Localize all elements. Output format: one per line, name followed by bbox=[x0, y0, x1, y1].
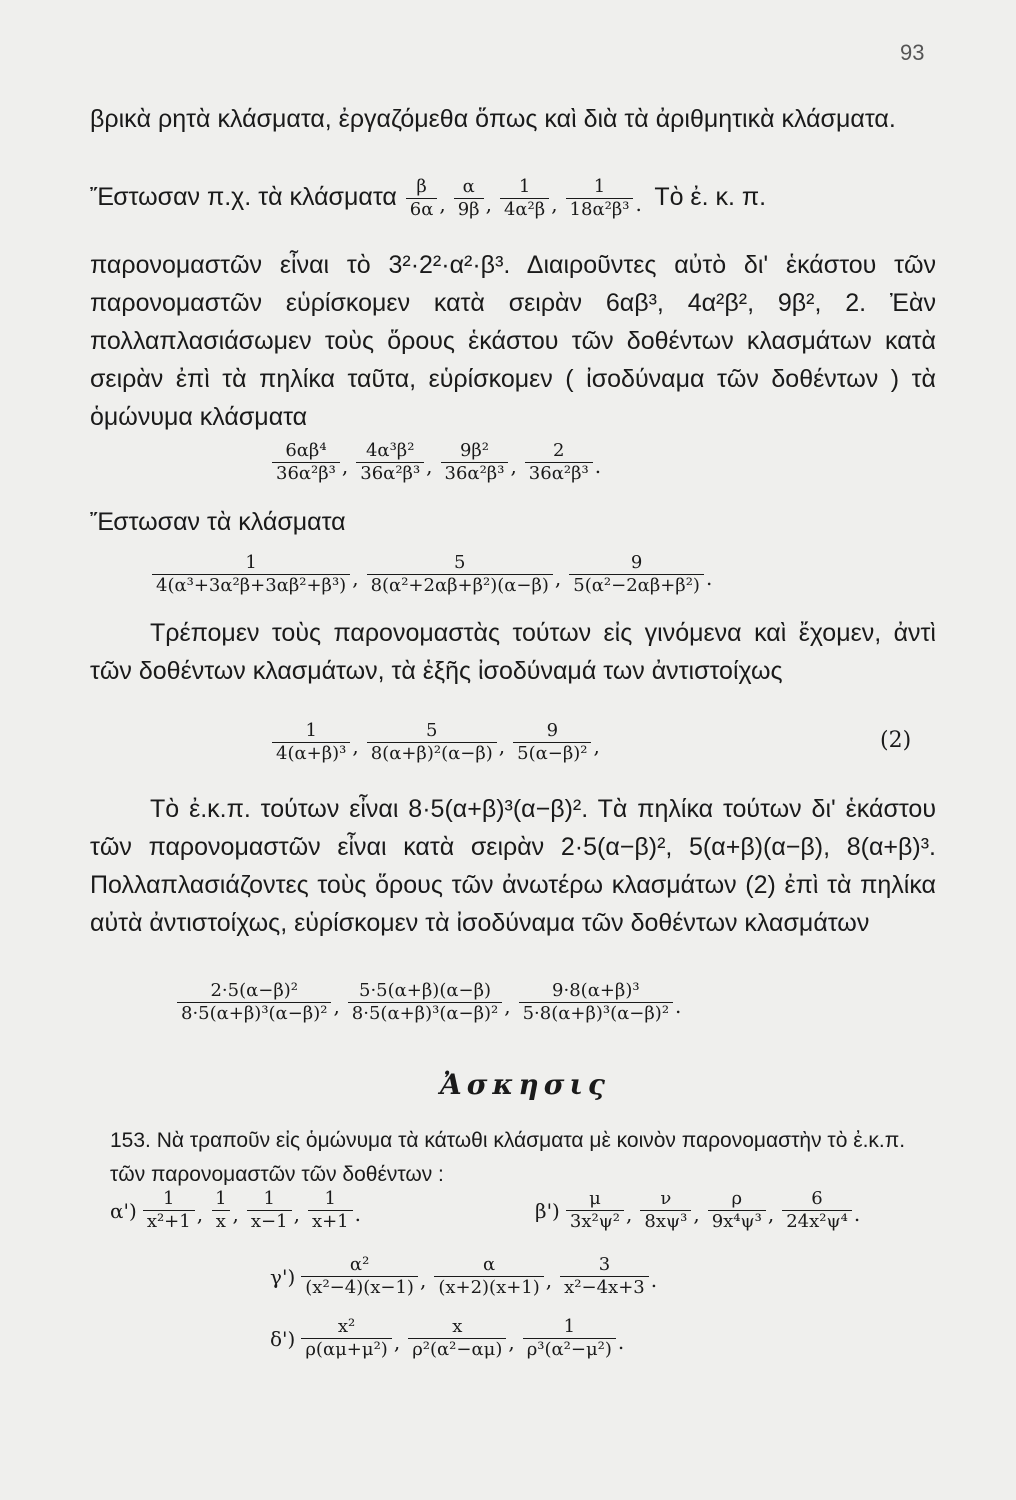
example2-fraction bbox=[367, 552, 553, 597]
fraction-numerator: 1 bbox=[518, 176, 531, 197]
separator: . bbox=[635, 192, 642, 217]
fraction-numerator: 1 bbox=[215, 1188, 227, 1209]
fraction-denominator: 4α²β bbox=[500, 198, 549, 221]
exercise-part-c bbox=[270, 1254, 663, 1299]
separator: , bbox=[352, 734, 359, 758]
separator: , bbox=[439, 192, 446, 217]
separator: . bbox=[617, 1330, 625, 1354]
separator: . bbox=[705, 566, 713, 590]
fraction-denominator: x−1 bbox=[247, 1210, 292, 1233]
fraction-numerator: 1 bbox=[563, 1316, 576, 1337]
example1-line bbox=[90, 176, 766, 221]
fraction-denominator: 4(α+β)³ bbox=[272, 742, 350, 765]
fraction-denominator: 8·5(α+β)³(α−β)² bbox=[348, 1002, 502, 1025]
separator: . bbox=[354, 1202, 361, 1226]
fraction-numerator: α bbox=[482, 1254, 496, 1275]
example1-result-fractions bbox=[270, 440, 607, 485]
example2-intro: Ἔστωσαν τὰ κλάσματα bbox=[90, 508, 346, 536]
fraction-numerator: α bbox=[462, 176, 475, 197]
example2-factored-fractions bbox=[270, 720, 606, 765]
fraction-denominator: 18α²β³ bbox=[566, 198, 634, 221]
fraction-denominator: x²+1 bbox=[143, 1210, 195, 1233]
exercise-part-d bbox=[270, 1316, 630, 1361]
example2-fraction bbox=[569, 552, 704, 597]
example1-after: Τὸ ἐ. κ. π. bbox=[654, 183, 767, 212]
paragraph-lcm-explanation: παρονομαστῶν εἶναι τὸ 3²·2²·α²·β³. Διαιροῦντες αὐτὸ δι' ἑκάστου τῶν παρονομαστῶν εὑρίσκομεν κατὰ σειρὰν 6αβ³, 4α²β², 9β², 2. Ἐὰν πολλαπλασιάσωμεν τοὺς ὅρους ἑκάστου τῶν δοθέντων κλασμάτων κατὰ σειρὰν ἐπὶ τὰ πηλίκα ταῦτα, εὑρίσκομεν ( ἰσοδύναμα τῶν δοθέντων ) τὰ ὁμώνυμα κλάσματα bbox=[90, 251, 936, 431]
fraction-denominator: 5(α−β)² bbox=[513, 742, 591, 765]
separator: , bbox=[498, 734, 506, 758]
part-d-fraction bbox=[523, 1316, 616, 1361]
fraction-numerator: 4α³β² bbox=[365, 440, 415, 461]
separator: , bbox=[485, 192, 492, 217]
separator: , bbox=[593, 734, 600, 758]
page-number: 93 bbox=[900, 40, 925, 65]
fraction-numerator: 9·8(α+β)³ bbox=[552, 980, 640, 1001]
fraction-denominator: 24x²ψ⁴ bbox=[782, 1210, 852, 1233]
separator: . bbox=[675, 994, 682, 1018]
fraction-denominator: ρ²(α²−αμ) bbox=[408, 1338, 506, 1361]
fraction-numerator: 1 bbox=[163, 1188, 175, 1209]
example2-result-fractions bbox=[175, 980, 687, 1025]
fraction-denominator: x bbox=[212, 1210, 230, 1233]
example2-result-fraction bbox=[519, 980, 673, 1025]
fraction-numerator: 9β² bbox=[459, 440, 490, 461]
example2-result-fraction bbox=[177, 980, 331, 1025]
part-b-label: β') bbox=[535, 1198, 560, 1223]
fraction-denominator: 5·8(α+β)³(α−β)² bbox=[519, 1002, 673, 1025]
fraction-numerator: 1 bbox=[593, 176, 606, 197]
paragraph-factoring: Τρέπομεν τοὺς παρονομαστὰς τούτων εἰς γινόμενα καὶ ἔχομεν, ἀντὶ τῶν δοθέντων κλασμάτων, τὰ ἑξῆς ἰσοδύναμά των ἀντιστοίχως bbox=[90, 619, 936, 685]
separator: , bbox=[232, 1202, 239, 1226]
separator: , bbox=[551, 192, 558, 217]
fraction-numerator: ν bbox=[660, 1188, 672, 1209]
separator: , bbox=[333, 994, 340, 1018]
part-b-fraction bbox=[640, 1188, 691, 1233]
fraction-denominator: 6α bbox=[406, 198, 438, 221]
example2-fractions bbox=[150, 552, 718, 597]
fraction-denominator: 8(α²+2αβ+β²)(α−β) bbox=[367, 574, 553, 597]
separator: , bbox=[196, 1202, 204, 1226]
separator: , bbox=[626, 1202, 633, 1226]
separator: , bbox=[419, 1268, 427, 1292]
fraction-denominator: 9x⁴ψ³ bbox=[708, 1210, 766, 1233]
part-b-fraction bbox=[782, 1188, 852, 1233]
fraction-numerator: 5·5(α+β)(α−β) bbox=[359, 980, 492, 1001]
separator: , bbox=[545, 1268, 553, 1292]
example2-factored-fraction bbox=[513, 720, 591, 765]
fraction-numerator: 1 bbox=[305, 720, 317, 741]
example2-result-fraction bbox=[348, 980, 502, 1025]
fraction-numerator: α² bbox=[349, 1254, 370, 1275]
fraction-numerator: 6 bbox=[811, 1188, 823, 1209]
fraction-numerator: 1 bbox=[263, 1188, 275, 1209]
separator: , bbox=[767, 1202, 775, 1226]
example1-result-fraction bbox=[441, 440, 509, 485]
part-c-fraction bbox=[560, 1254, 649, 1299]
fraction-denominator: 36α²β³ bbox=[441, 462, 509, 485]
example1-intro: Ἔστωσαν π.χ. τὰ κλάσματα bbox=[90, 183, 397, 212]
part-a-fraction bbox=[211, 1188, 230, 1233]
paragraph-lcm-result: Τὸ ἐ.κ.π. τούτων εἶναι 8·5(α+β)³(α−β)². Τὰ πηλίκα τούτων δι' ἑκάστου τῶν παρονομαστῶν εἶναι κατὰ σειρὰν 2·5(α−β)², 5(α+β)(α−β), 8(α+β)³. Πολλαπλασιάζοντες τοὺς ὅρους τῶν ἀνωτέρω κλασμάτων (2) ἐπὶ τὰ πηλίκα αὐτὰ ἀντιστοίχως, εὑρίσκομεν τὰ ἰσοδύναμα τῶν δοθέντων κλασμάτων bbox=[90, 795, 936, 937]
fraction-numerator: 3 bbox=[598, 1254, 611, 1275]
example1-fractions bbox=[404, 176, 648, 220]
fraction-numerator: β bbox=[416, 176, 427, 197]
separator: , bbox=[293, 1202, 300, 1226]
example2-factored-fraction bbox=[272, 720, 350, 765]
fraction-denominator: 3x²ψ² bbox=[566, 1210, 624, 1233]
fraction-denominator: 36α²β³ bbox=[356, 462, 424, 485]
fraction-numerator: 9 bbox=[546, 720, 559, 741]
separator: , bbox=[554, 566, 562, 590]
fraction-numerator: 2 bbox=[553, 440, 565, 461]
fraction-denominator: 5(α²−2αβ+β²) bbox=[569, 574, 704, 597]
example2-fraction bbox=[152, 552, 350, 597]
separator: , bbox=[426, 454, 433, 478]
fraction-numerator: μ bbox=[589, 1188, 601, 1209]
fraction-numerator: 6αβ⁴ bbox=[285, 440, 327, 461]
fraction-denominator: 8xψ³ bbox=[640, 1210, 691, 1233]
part-b-fraction bbox=[566, 1188, 624, 1233]
fraction-numerator: 1 bbox=[245, 552, 257, 573]
separator: , bbox=[508, 1330, 515, 1354]
part-c-label: γ') bbox=[270, 1264, 296, 1289]
fraction-denominator: x²−4x+3 bbox=[560, 1276, 649, 1299]
separator: . bbox=[853, 1202, 861, 1226]
fraction-numerator: x bbox=[452, 1316, 463, 1337]
part-d-label: δ') bbox=[270, 1326, 296, 1351]
fraction-denominator: 36α²β³ bbox=[525, 462, 593, 485]
separator: . bbox=[594, 454, 602, 478]
fraction-numerator: 9 bbox=[630, 552, 643, 573]
fraction-denominator: 36α²β³ bbox=[272, 462, 340, 485]
exercise-153-text: 153. Νὰ τραποῦν εἰς ὁμώνυμα τὰ κάτωθι κλάσματα μὲ κοινὸν παρονομαστὴν τὸ ἐ.κ.π. τῶν παρονομαστῶν τῶν δοθέντων : bbox=[110, 1129, 906, 1186]
separator: , bbox=[352, 566, 359, 590]
example2-factored-fraction bbox=[367, 720, 497, 765]
equation-label: (2) bbox=[880, 728, 912, 753]
part-a-label: α') bbox=[110, 1198, 137, 1223]
fraction-denominator: (x+2)(x+1) bbox=[434, 1276, 543, 1299]
part-a-fraction bbox=[308, 1188, 353, 1233]
fraction-numerator: 1 bbox=[324, 1188, 336, 1209]
example1-fraction bbox=[454, 176, 484, 221]
fraction-numerator: 5 bbox=[454, 552, 466, 573]
fraction-denominator: 8(α+β)²(α−β) bbox=[367, 742, 497, 765]
fraction-numerator: 2·5(α−β)² bbox=[210, 980, 298, 1001]
fraction-numerator: 5 bbox=[426, 720, 438, 741]
separator: , bbox=[341, 454, 349, 478]
separator: , bbox=[504, 994, 511, 1018]
fraction-denominator: 9β bbox=[454, 198, 484, 221]
separator: , bbox=[693, 1202, 700, 1226]
separator: , bbox=[393, 1330, 401, 1354]
example1-result-fraction bbox=[525, 440, 593, 485]
example1-fraction bbox=[566, 176, 634, 221]
example1-result-fraction bbox=[356, 440, 424, 485]
part-a-fraction bbox=[247, 1188, 292, 1233]
fraction-denominator: ρ³(α²−μ²) bbox=[523, 1338, 616, 1361]
part-a-fraction bbox=[143, 1188, 195, 1233]
fraction-denominator: 4(α³+3α²β+3αβ²+β³) bbox=[152, 574, 350, 597]
fraction-numerator: ρ bbox=[731, 1188, 743, 1209]
example1-result-fraction bbox=[272, 440, 340, 485]
fraction-numerator: x² bbox=[337, 1316, 356, 1337]
part-b-fraction bbox=[708, 1188, 766, 1233]
part-d-fraction bbox=[408, 1316, 506, 1361]
exercise-part-b bbox=[535, 1188, 866, 1233]
fraction-denominator: (x²−4)(x−1) bbox=[301, 1276, 418, 1299]
part-c-fraction bbox=[301, 1254, 418, 1299]
fraction-denominator: 8·5(α+β)³(α−β)² bbox=[177, 1002, 331, 1025]
example1-fraction bbox=[406, 176, 438, 221]
separator: , bbox=[510, 454, 517, 478]
fraction-denominator: x+1 bbox=[308, 1210, 353, 1233]
exercise-part-a bbox=[110, 1188, 367, 1233]
fraction-denominator: ρ(αμ+μ²) bbox=[301, 1338, 391, 1361]
paragraph-intro: βρικὰ ρητὰ κλάσματα, ἐργαζόμεθα ὅπως καὶ διὰ τὰ ἀριθμητικὰ κλάσματα. bbox=[90, 105, 896, 133]
separator: . bbox=[650, 1268, 658, 1292]
part-c-fraction bbox=[434, 1254, 543, 1299]
section-title-exercises: Ἀσκησις bbox=[440, 1068, 610, 1101]
example1-fraction bbox=[500, 176, 549, 221]
part-d-fraction bbox=[301, 1316, 391, 1361]
